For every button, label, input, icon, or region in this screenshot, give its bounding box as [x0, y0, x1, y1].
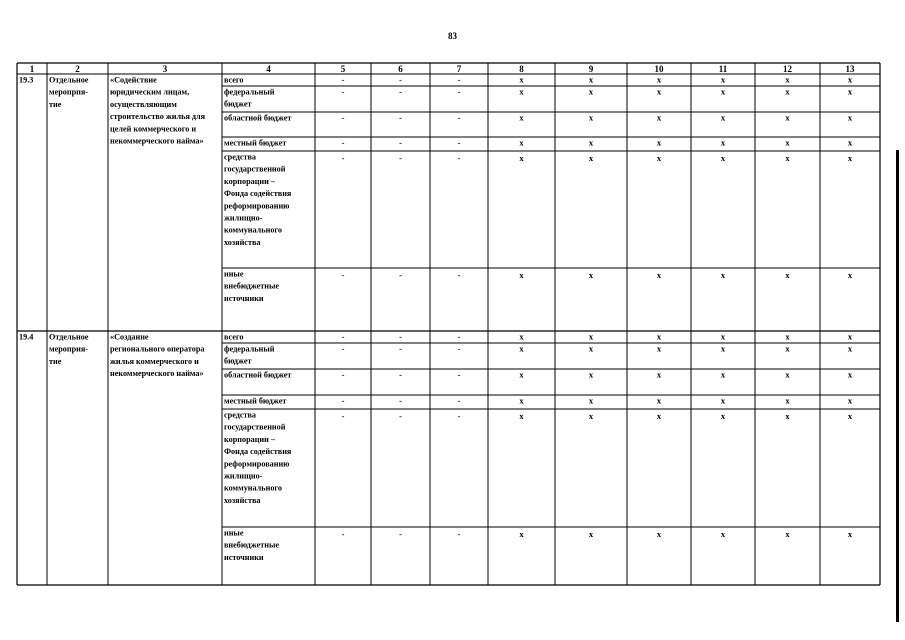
- cell-value: х: [519, 86, 524, 97]
- cell-value: -: [457, 331, 461, 342]
- cell-value: х: [720, 74, 726, 85]
- cell-value: х: [720, 395, 726, 406]
- funding-source: всего: [224, 75, 244, 85]
- cell-value: -: [399, 395, 402, 406]
- cell-value: -: [457, 112, 461, 123]
- cell-value: -: [399, 411, 402, 421]
- cell-value: х: [847, 270, 853, 280]
- page-number: 83: [448, 31, 457, 41]
- item-type: Отдельное: [49, 332, 89, 342]
- funding-source: федеральный: [224, 344, 275, 354]
- funding-source: Фонда содействия: [224, 189, 292, 199]
- funding-source: реформированию: [224, 459, 290, 469]
- funding-source: корпорации –: [224, 434, 276, 444]
- item-name: некоммерческого найма»: [110, 136, 204, 146]
- cell-value: х: [847, 411, 853, 421]
- cell-value: х: [588, 395, 594, 406]
- funding-source: средства: [224, 152, 257, 162]
- cell-value: -: [341, 74, 345, 85]
- item-name: регионального оператора: [110, 344, 205, 354]
- cell-value: -: [457, 86, 461, 97]
- item-name: строительство жилья для: [110, 112, 206, 122]
- cell-value: х: [656, 395, 662, 406]
- cell-value: х: [785, 395, 790, 406]
- cell-value: х: [785, 331, 790, 342]
- funding-source: внебюджетные: [224, 540, 280, 550]
- cell-value: х: [847, 529, 853, 539]
- funding-source: бюджет: [224, 99, 252, 109]
- cell-value: -: [399, 343, 402, 354]
- cell-value: х: [656, 270, 662, 280]
- funding-source: источники: [224, 293, 264, 303]
- cell-value: х: [656, 529, 662, 539]
- column-header-13: 13: [845, 64, 855, 74]
- cell-value: х: [588, 137, 594, 148]
- column-header-12: 12: [783, 64, 792, 74]
- cell-value: -: [399, 112, 402, 123]
- cell-value: -: [399, 369, 402, 380]
- cell-value: х: [720, 369, 726, 380]
- cell-value: х: [847, 343, 853, 354]
- column-header-9: 9: [588, 64, 594, 74]
- funding-source: реформированию: [224, 201, 290, 211]
- item-type: мероприя-: [49, 344, 89, 354]
- cell-value: х: [785, 270, 790, 280]
- margin-bar: [896, 150, 899, 622]
- item-name: жилья коммерческого и: [110, 356, 199, 366]
- cell-value: х: [656, 137, 662, 148]
- cell-value: х: [519, 343, 524, 354]
- cell-value: х: [588, 74, 594, 85]
- cell-value: х: [847, 395, 853, 406]
- cell-value: х: [720, 153, 726, 163]
- column-header-3: 3: [162, 64, 168, 74]
- cell-value: х: [785, 529, 790, 539]
- cell-value: х: [519, 529, 524, 539]
- cell-value: -: [399, 331, 402, 342]
- funding-source: Фонда содействия: [224, 447, 292, 457]
- item-name: «Содействие: [110, 75, 157, 85]
- cell-value: х: [519, 411, 524, 421]
- item-type: Отдельное: [49, 75, 89, 85]
- column-header-2: 2: [75, 64, 80, 74]
- cell-value: -: [341, 112, 345, 123]
- cell-value: х: [588, 153, 594, 163]
- cell-value: х: [785, 369, 790, 380]
- cell-value: -: [457, 137, 461, 148]
- cell-value: х: [720, 529, 726, 539]
- cell-value: х: [720, 137, 726, 148]
- cell-value: х: [720, 86, 726, 97]
- cell-value: -: [341, 86, 345, 97]
- cell-value: х: [519, 137, 524, 148]
- funding-source: внебюджетные: [224, 281, 280, 291]
- cell-value: х: [588, 343, 594, 354]
- item-number: 19.3: [19, 75, 34, 85]
- funding-source: жилищно-: [224, 471, 263, 481]
- cell-value: х: [720, 343, 726, 354]
- funding-source: областной бюджет: [224, 370, 292, 380]
- cell-value: х: [656, 331, 662, 342]
- cell-value: х: [588, 331, 594, 342]
- cell-value: -: [341, 411, 345, 421]
- cell-value: -: [341, 369, 345, 380]
- funding-source: бюджет: [224, 356, 252, 366]
- funding-source: источники: [224, 552, 264, 562]
- funding-source: средства: [224, 410, 257, 420]
- cell-value: х: [720, 331, 726, 342]
- cell-value: -: [457, 529, 461, 539]
- cell-value: х: [785, 112, 790, 123]
- cell-value: -: [341, 153, 345, 163]
- cell-value: х: [519, 369, 524, 380]
- cell-value: х: [588, 369, 594, 380]
- funding-source: хозяйства: [224, 495, 261, 505]
- cell-value: х: [720, 411, 726, 421]
- cell-value: -: [457, 369, 461, 380]
- cell-value: -: [457, 74, 461, 85]
- cell-value: х: [588, 112, 594, 123]
- funding-source: государственной: [224, 164, 286, 174]
- cell-value: -: [399, 270, 402, 280]
- cell-value: х: [588, 529, 594, 539]
- item-name: некоммерческого найма»: [110, 369, 204, 379]
- cell-value: -: [457, 270, 461, 280]
- cell-value: -: [457, 395, 461, 406]
- cell-value: х: [519, 74, 524, 85]
- funding-source: коммунального: [224, 225, 283, 235]
- item-name: «Создание: [110, 332, 149, 342]
- item-name: осуществляющим: [110, 99, 177, 109]
- funding-source: местный бюджет: [224, 138, 287, 148]
- funding-source: коммунального: [224, 483, 283, 493]
- item-name: юридическим лицам,: [110, 87, 190, 97]
- column-header-8: 8: [519, 64, 524, 74]
- cell-value: х: [720, 270, 726, 280]
- cell-value: -: [341, 270, 345, 280]
- funding-source: иные: [224, 528, 244, 538]
- column-header-1: 1: [29, 64, 35, 74]
- cell-value: х: [656, 411, 662, 421]
- cell-value: х: [656, 369, 662, 380]
- funding-source: государственной: [224, 422, 286, 432]
- cell-value: х: [785, 137, 790, 148]
- cell-value: х: [847, 74, 853, 85]
- cell-value: х: [519, 270, 524, 280]
- cell-value: х: [519, 153, 524, 163]
- item-name: целей коммерческого и: [110, 124, 197, 134]
- cell-value: -: [399, 153, 402, 163]
- cell-value: х: [847, 331, 853, 342]
- cell-value: х: [785, 153, 790, 163]
- column-header-4: 4: [266, 64, 271, 74]
- item-number: 19.4: [19, 332, 34, 342]
- cell-value: х: [656, 112, 662, 123]
- cell-value: х: [720, 112, 726, 123]
- funding-source: иные: [224, 269, 244, 279]
- cell-value: х: [656, 86, 662, 97]
- cell-value: х: [656, 74, 662, 85]
- item-type: меропрпя-: [49, 87, 89, 97]
- cell-value: х: [785, 411, 790, 421]
- cell-value: х: [785, 86, 790, 97]
- cell-value: х: [519, 395, 524, 406]
- cell-value: -: [341, 343, 345, 354]
- cell-value: -: [341, 137, 345, 148]
- cell-value: х: [588, 86, 594, 97]
- funding-source: хозяйства: [224, 237, 261, 247]
- cell-value: -: [341, 529, 345, 539]
- cell-value: х: [847, 137, 853, 148]
- column-header-7: 7: [456, 64, 462, 74]
- cell-value: х: [847, 369, 853, 380]
- cell-value: -: [399, 74, 402, 85]
- cell-value: -: [457, 153, 461, 163]
- cell-value: -: [399, 529, 402, 539]
- cell-value: -: [341, 395, 345, 406]
- cell-value: х: [588, 411, 594, 421]
- funding-source: корпорации –: [224, 176, 276, 186]
- cell-value: -: [399, 137, 402, 148]
- cell-value: х: [656, 343, 662, 354]
- column-header-5: 5: [340, 64, 346, 74]
- cell-value: х: [656, 153, 662, 163]
- cell-value: х: [519, 112, 524, 123]
- cell-value: х: [785, 343, 790, 354]
- cell-value: х: [785, 74, 790, 85]
- column-header-6: 6: [398, 64, 403, 74]
- cell-value: -: [399, 86, 402, 97]
- funding-source: местный бюджет: [224, 396, 287, 406]
- column-header-10: 10: [654, 64, 664, 74]
- cell-value: -: [457, 343, 461, 354]
- funding-source: федеральный: [224, 87, 275, 97]
- item-type: тие: [49, 356, 62, 366]
- funding-source: областной бюджет: [224, 113, 292, 123]
- cell-value: х: [588, 270, 594, 280]
- cell-value: -: [457, 411, 461, 421]
- cell-value: х: [847, 153, 853, 163]
- item-type: тие: [49, 99, 62, 109]
- cell-value: х: [519, 331, 524, 342]
- column-header-11: 11: [718, 64, 728, 74]
- cell-value: х: [847, 112, 853, 123]
- cell-value: -: [341, 331, 345, 342]
- funding-source: всего: [224, 332, 244, 342]
- cell-value: х: [847, 86, 853, 97]
- funding-source: жилищно-: [224, 213, 263, 223]
